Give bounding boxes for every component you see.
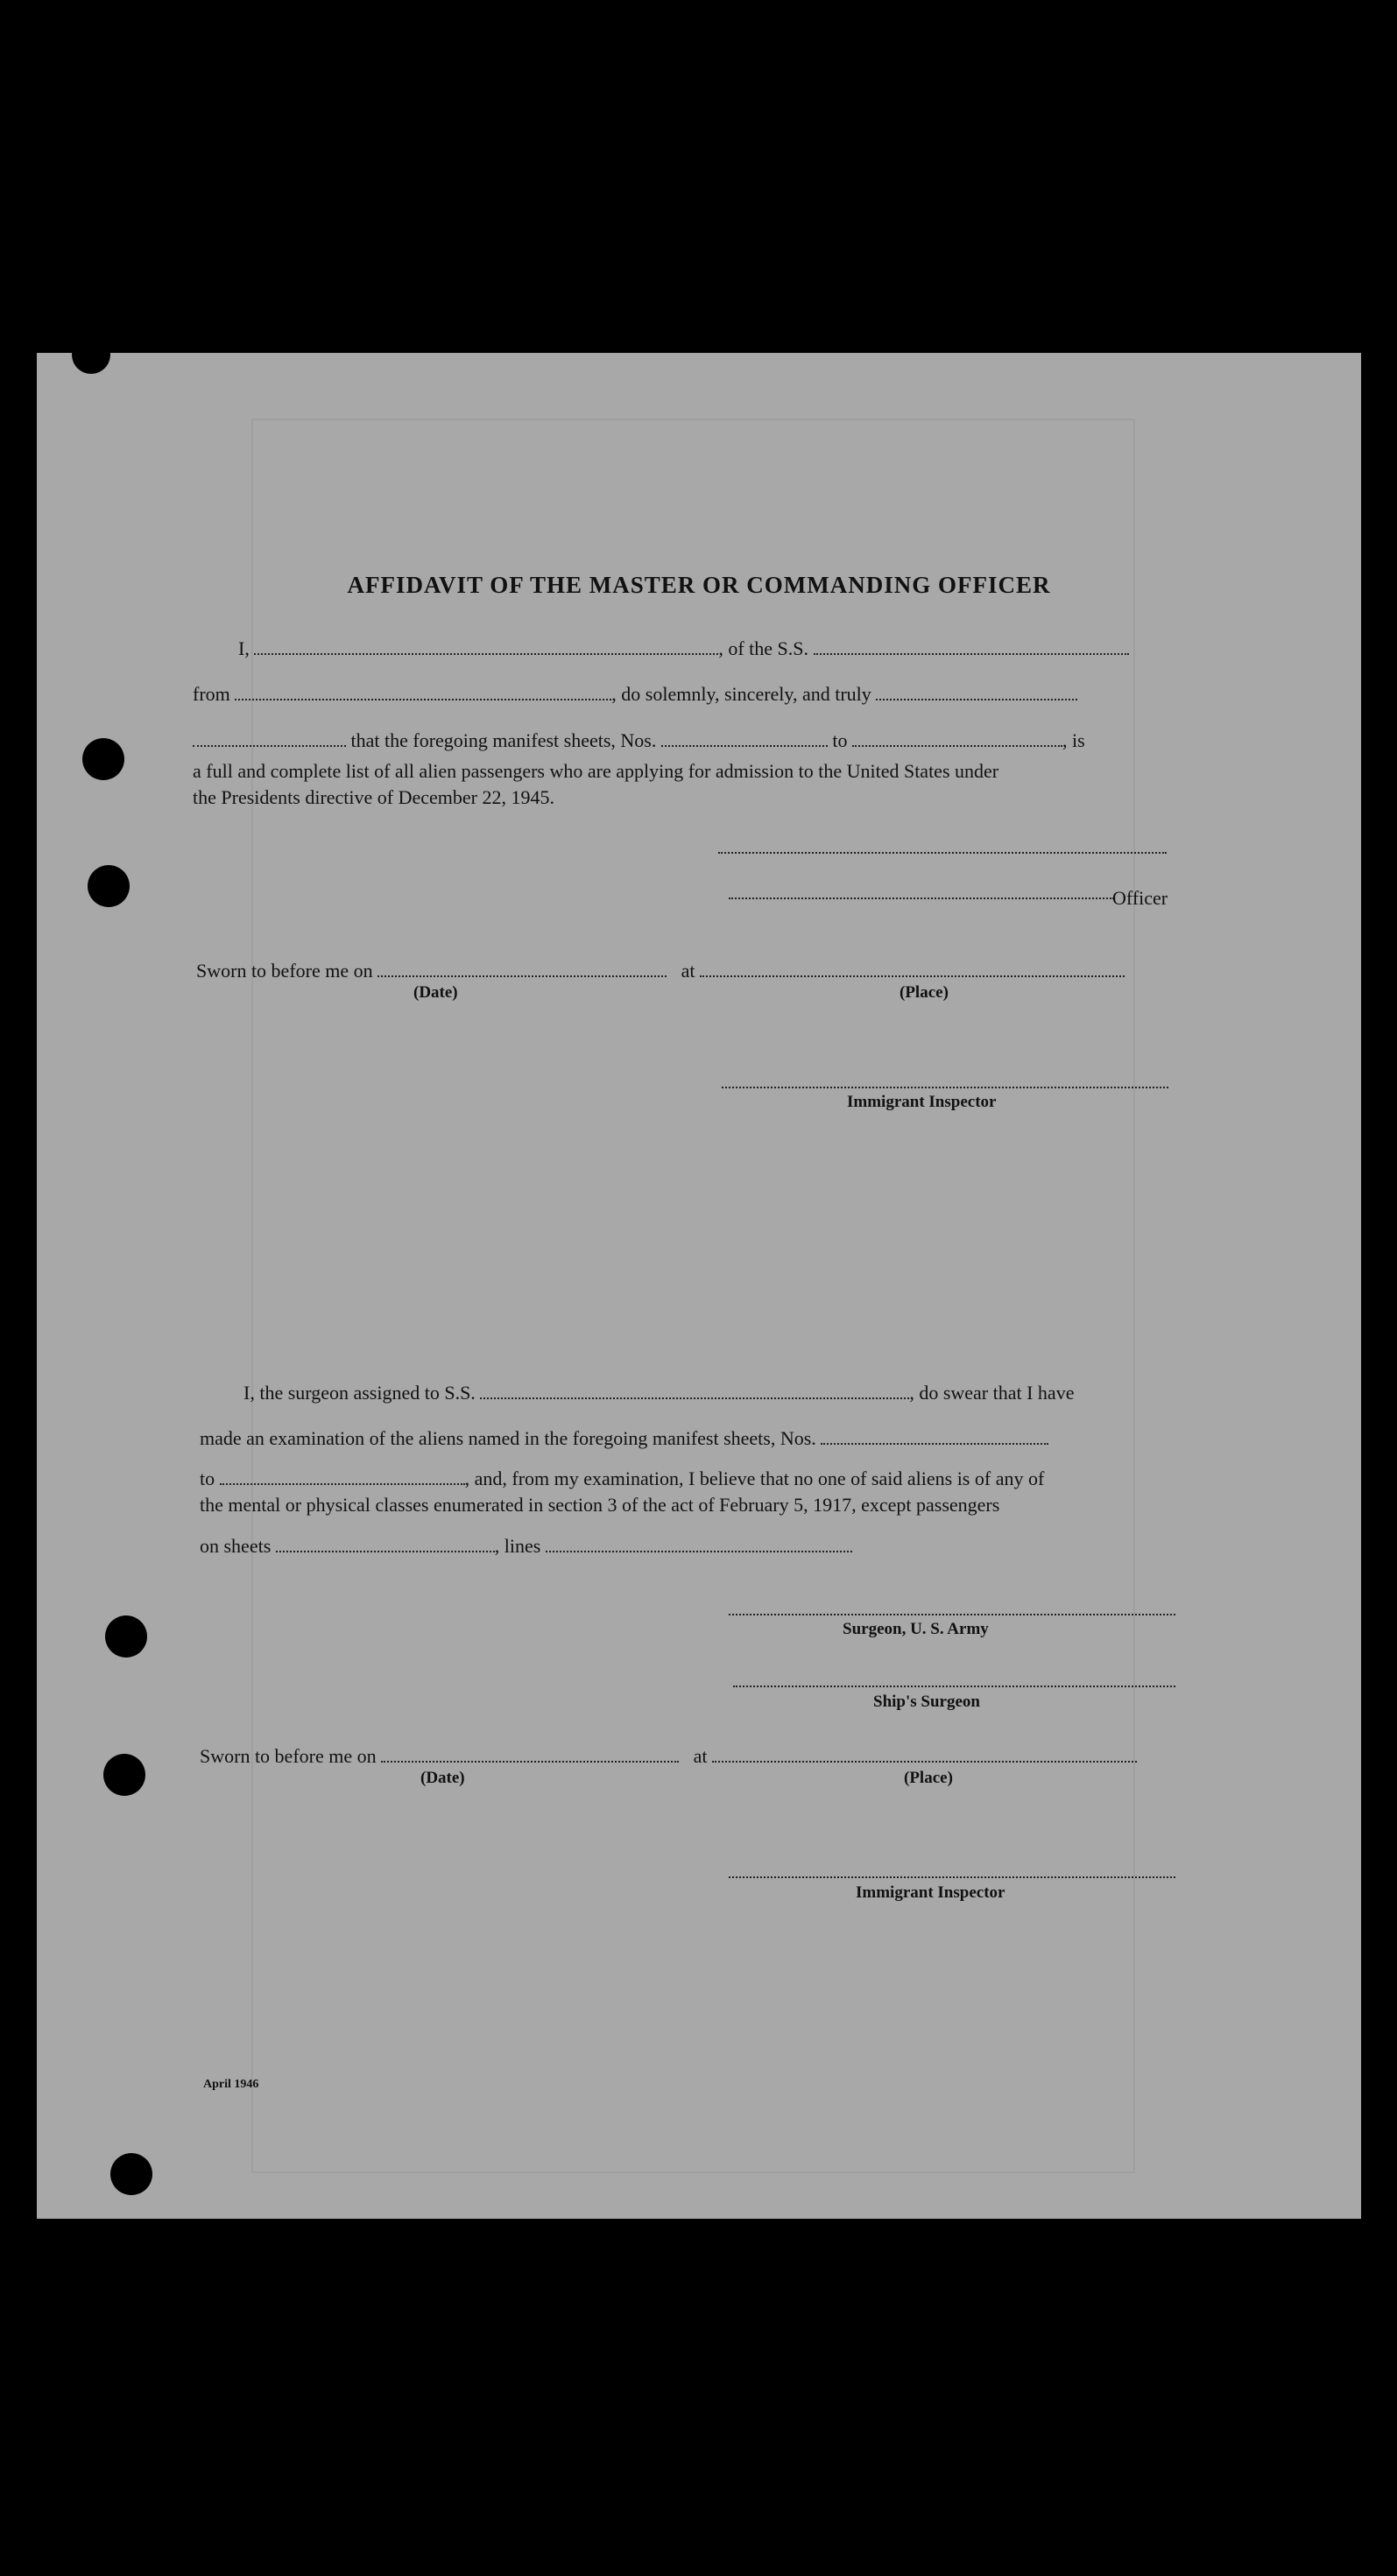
army-surgeon-label: Surgeon, U. S. Army: [843, 1620, 989, 1638]
surgeon-sworn-line: Sworn to before me on at: [200, 1745, 1137, 1768]
ship-surgeon-signature-line: [733, 1686, 1175, 1687]
surgeon-line-3: to , and, from my examination, I believe that no one of said aliens is of any of: [200, 1467, 1045, 1489]
punch-hole: [82, 738, 124, 780]
punch-hole: [72, 335, 110, 374]
master-line-3: that the foregoing manifest sheets, Nos. to , is: [193, 729, 1085, 752]
date-label: (Date): [420, 1769, 465, 1787]
inspector-label: Immigrant Inspector: [856, 1883, 1005, 1902]
bleed-through-manifest: [251, 419, 1135, 2173]
inspector-label: Immigrant Inspector: [847, 1093, 997, 1111]
master-line-2: from , do solemnly, sincerely, and truly: [193, 683, 1077, 706]
officer-label: Officer: [1112, 887, 1168, 909]
officer-signature-line: [729, 897, 1114, 899]
affidavit-page: [37, 353, 1361, 2219]
place-label: (Place): [904, 1769, 953, 1787]
army-surgeon-signature-line: [729, 1614, 1175, 1615]
master-sworn-line: Sworn to before me on at: [196, 960, 1125, 982]
signature-line: [718, 852, 1167, 854]
punch-hole: [103, 1754, 145, 1796]
page-title: AFFIDAVIT OF THE MASTER OR COMMANDING OFFICER: [347, 572, 1051, 598]
ship-surgeon-label: Ship's Surgeon: [873, 1693, 980, 1711]
surgeon-line-5: on sheets , lines: [200, 1535, 852, 1558]
inspector-signature-line: [722, 1087, 1168, 1088]
master-line-4: a full and complete list of all alien passengers who are applying for admission to the United States under: [193, 760, 999, 782]
punch-hole: [88, 865, 130, 907]
surgeon-line-2: made an examination of the aliens named in the foregoing manifest sheets, Nos.: [200, 1427, 1048, 1450]
place-label: (Place): [900, 983, 949, 1002]
master-line-5: the Presidents directive of December 22, 1945.: [193, 786, 554, 808]
date-label: (Date): [413, 983, 458, 1002]
inspector-signature-line: [729, 1876, 1175, 1878]
surgeon-line-1: I, the surgeon assigned to S.S. , do swear that I have: [243, 1382, 1075, 1404]
master-line-1: I, , of the S.S.: [238, 637, 1129, 660]
form-date-footer: April 1946: [203, 2078, 259, 2091]
punch-hole: [105, 1615, 147, 1658]
punch-hole: [110, 2153, 152, 2195]
surgeon-line-4: the mental or physical classes enumerated in section 3 of the act of February 5, 1917, except passengers: [200, 1494, 1000, 1516]
